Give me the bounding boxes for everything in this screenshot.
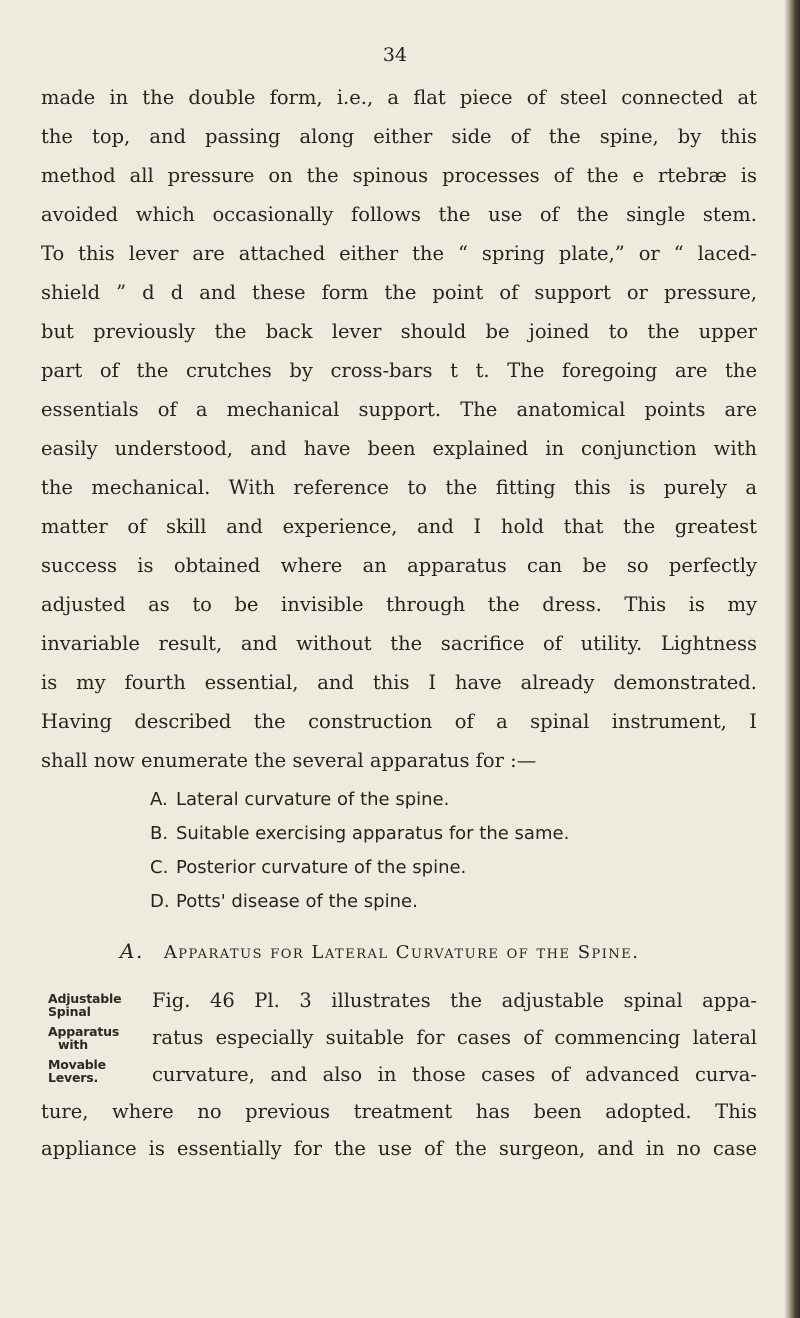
text-line: is my fourth essential, and this I have already demonstrated.: [41, 671, 757, 694]
text-line: success is obtained where an apparatus can be so perfectly: [41, 554, 757, 577]
text-line: To this lever are attached either the “ spring plate,” or “ laced-: [41, 242, 757, 265]
text-line: avoided which occasionally follows the use of the single stem.: [41, 203, 757, 226]
text-line: invariable result, and without the sacrifice of utility. Lightness: [41, 632, 757, 655]
list-text: Posterior curvature of the spine.: [176, 857, 467, 878]
text-line: but previously the back lever should be joined to the upper: [41, 320, 757, 343]
list-text: Suitable exercising apparatus for the same.: [176, 823, 570, 844]
text-line: made in the double form, i.e., a flat piece of steel connected at: [41, 86, 757, 109]
text-line: Having described the construction of a spinal instrument, I: [41, 710, 757, 733]
text-line: appliance is essentially for the use of the surgeon, and in no case: [41, 1137, 757, 1160]
text-line: matter of skill and experience, and I hold that the greatest: [41, 515, 757, 538]
text-line: ratus especially suitable for cases of commencing lateral: [152, 1026, 757, 1049]
text-line: Fig. 46 Pl. 3 illustrates the adjustable spinal appa-: [152, 989, 757, 1012]
section-title: Apparatus for Lateral Curvature of the Spine.: [163, 942, 640, 963]
list-text: Lateral curvature of the spine.: [176, 789, 450, 810]
text-line: the top, and passing along either side of the spine, by this: [41, 125, 757, 148]
margin-note-line: Movable: [48, 1057, 106, 1072]
text-line: ture, where no previous treatment has been adopted. This: [41, 1100, 757, 1123]
text-line: shield ” d d and these form the point of support or pressure,: [41, 281, 757, 304]
text-line: part of the crutches by cross-bars t t. The foregoing are the: [41, 359, 757, 382]
text-line: essentials of a mechanical support. The anatomical points are: [41, 398, 757, 421]
text-line: curvature, and also in those cases of advanced curva-: [152, 1063, 757, 1086]
margin-note-line: with: [58, 1037, 88, 1052]
list-letter: D.: [150, 891, 170, 912]
page-number: 34: [382, 44, 408, 66]
list-item: [150, 787, 449, 813]
list-text: Potts' disease of the spine.: [176, 891, 418, 912]
text-line: easily understood, and have been explained in conjunction with: [41, 437, 757, 460]
margin-note-line: Apparatus: [48, 1024, 120, 1039]
list-item: [150, 889, 418, 915]
text-line: method all pressure on the spinous processes of the e rtebræ is: [41, 164, 757, 187]
margin-note: [48, 992, 128, 1084]
text-line: shall now enumerate the several apparatus for :—: [41, 749, 537, 772]
section-heading: [120, 939, 760, 963]
margin-note-line: Spinal: [48, 1004, 91, 1019]
text-line: adjusted as to be invisible through the dress. This is my: [41, 593, 757, 616]
text-line: the mechanical. With reference to the fitting this is purely a: [41, 476, 757, 499]
list-item: [150, 855, 466, 881]
margin-note-line: Adjustable: [48, 991, 122, 1006]
list-item: [150, 821, 569, 847]
list-letter: B.: [150, 823, 169, 844]
list-letter: C.: [150, 857, 169, 878]
page-edge-shadow: [784, 0, 800, 1318]
list-letter: A.: [150, 789, 168, 810]
section-letter: A.: [120, 939, 144, 963]
margin-note-line: Levers.: [48, 1070, 99, 1085]
